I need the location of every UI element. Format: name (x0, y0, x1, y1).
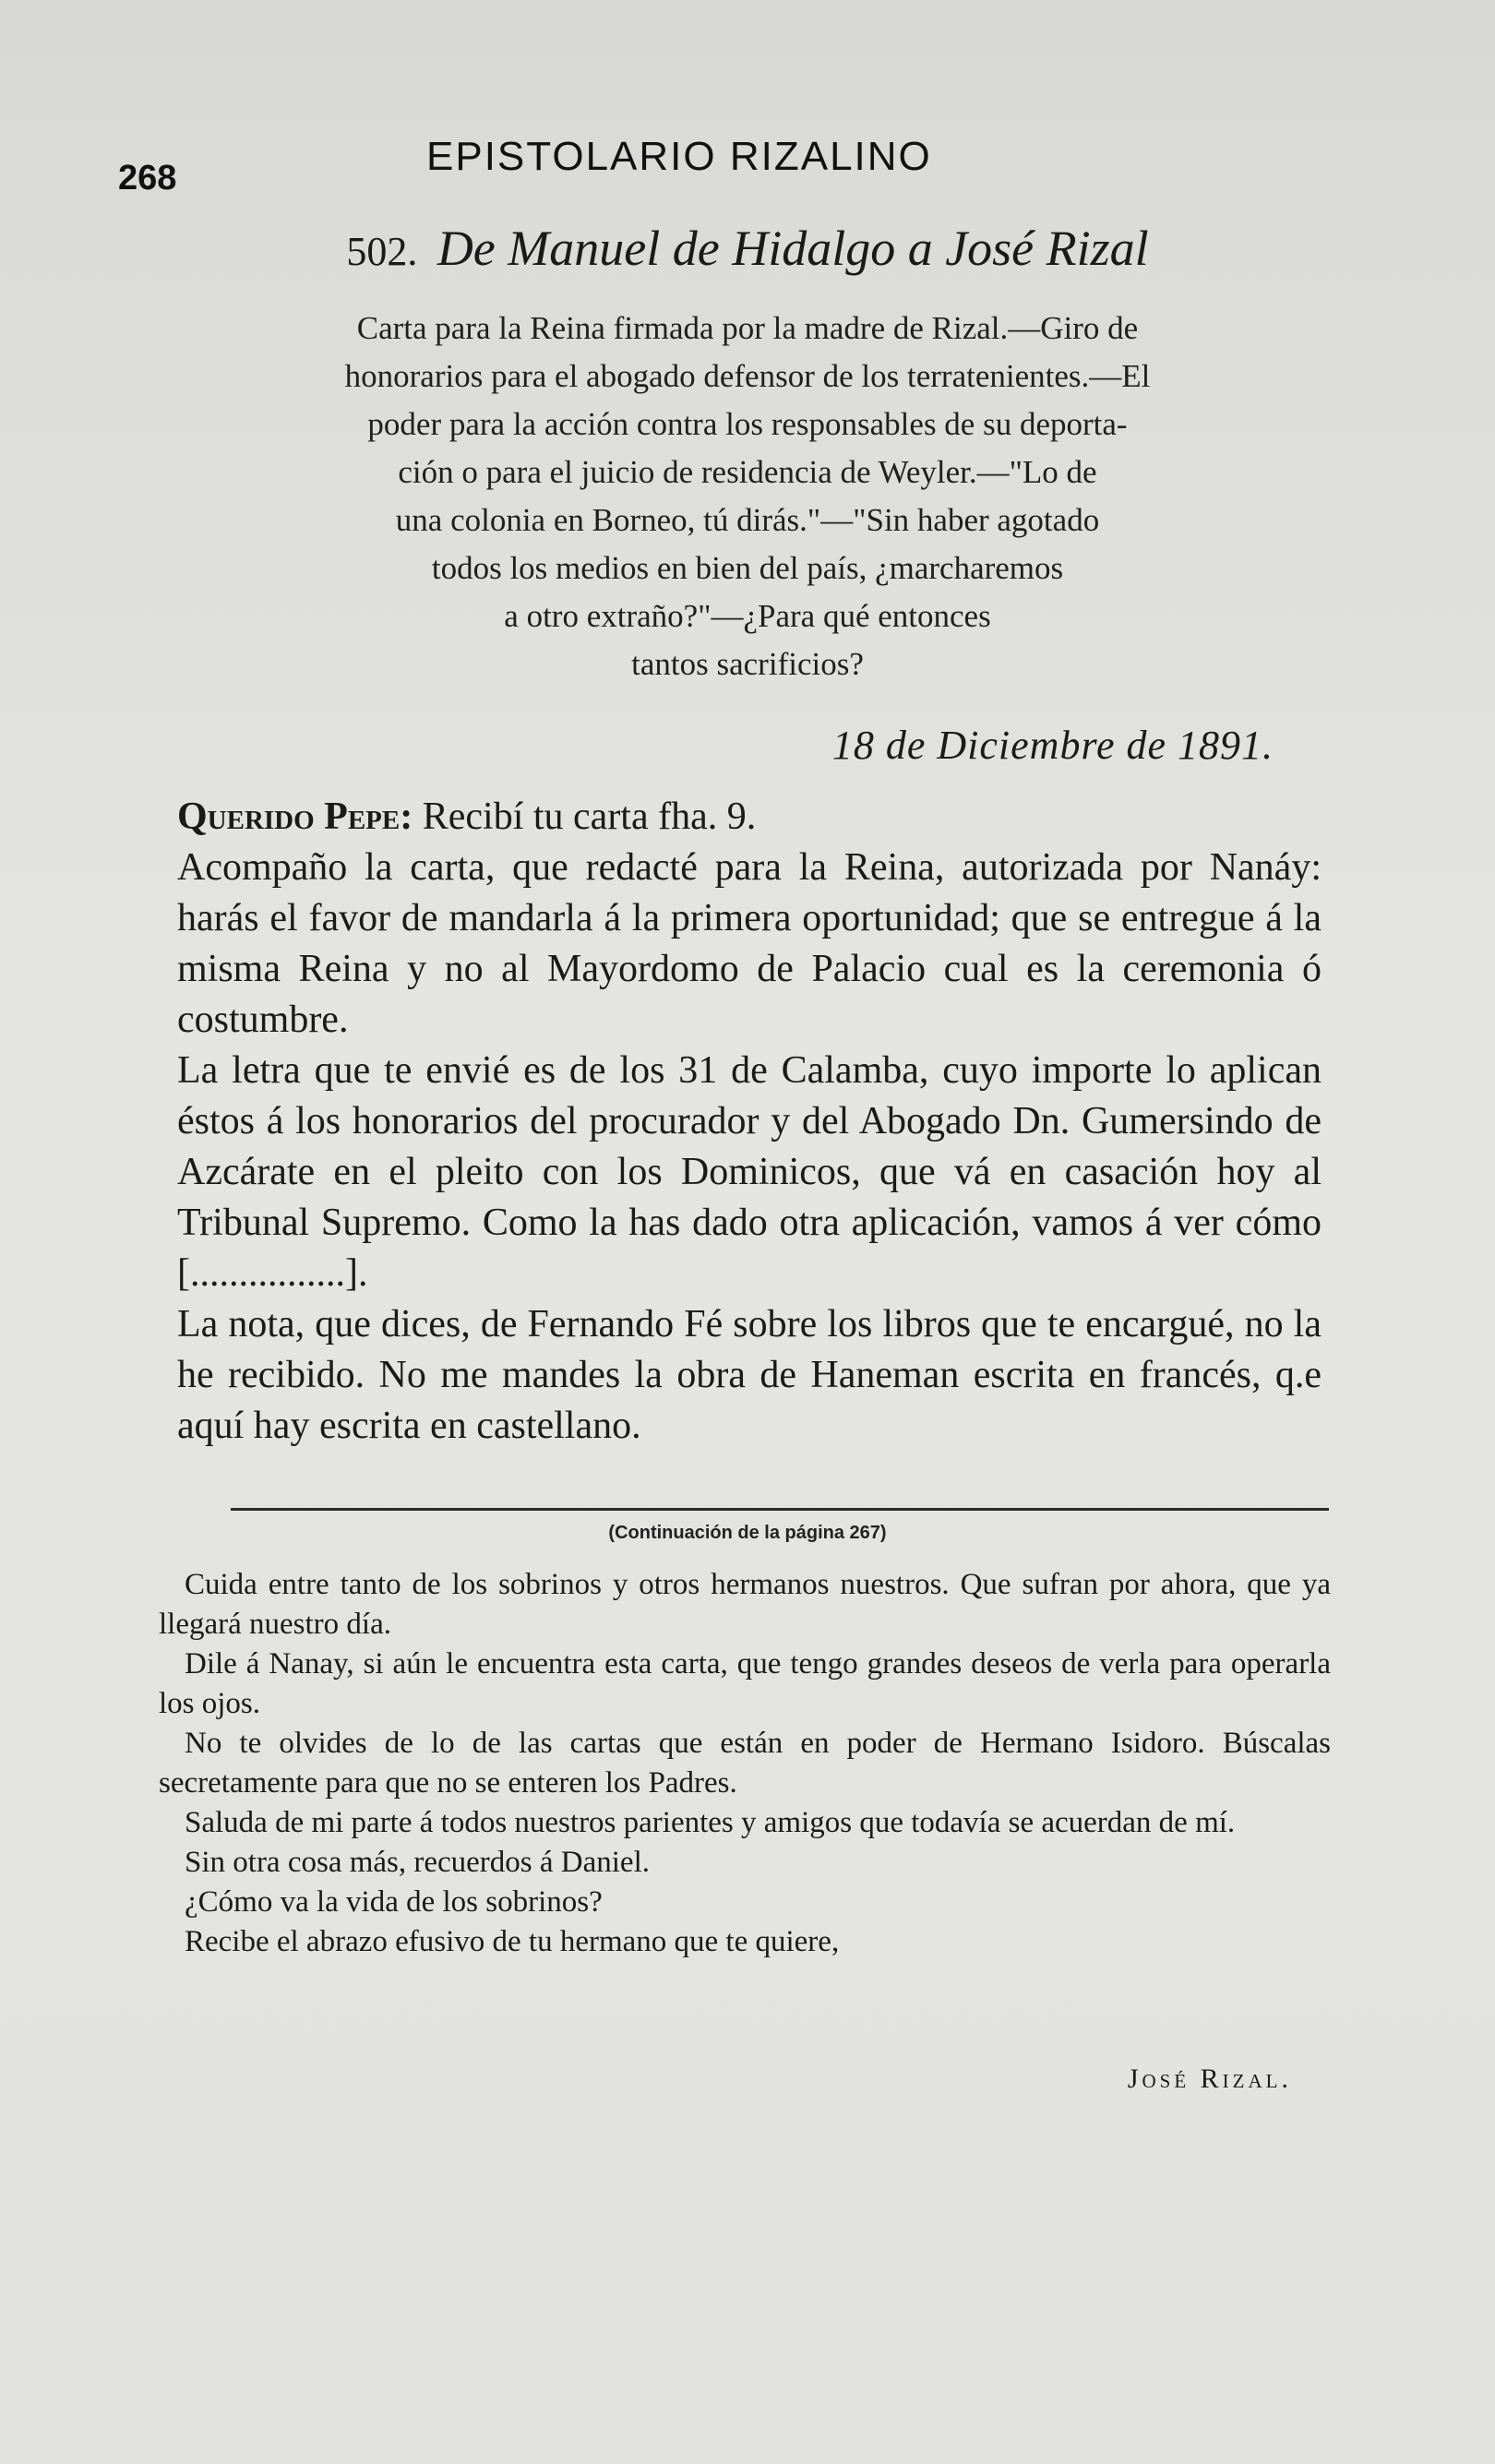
letter-number: 502. (346, 229, 418, 274)
footnote-paragraph: No te olvides de lo de las cartas que están en poder de Hermano Isidoro. Búscalas secretamente para que no se enteren los Padres. (159, 1727, 1331, 1800)
summary-line: poder para la acción contra los responsables de su deporta- (367, 406, 1128, 442)
footnote-paragraph: Cuida entre tanto de los sobrinos y otros hermanos nuestros. Que sufran por ahora, que ya llegará nuestro día. (159, 1568, 1331, 1641)
letter-greeting: Querido Pepe: (177, 795, 413, 838)
footnote-paragraph: Dile á Nanay, si aún le encuentra esta carta, que tengo grandes deseos de verla para operarla los ojos. (159, 1647, 1331, 1720)
summary-line: a otro extraño?"—¿Para qué entonces (504, 598, 991, 634)
footnote-paragraph: Saluda de mi parte á todos nuestros parientes y amigos que todavía se acuerdan de mí. (185, 1806, 1236, 1839)
letter-paragraph: La nota, que dices, de Fernando Fé sobre los libros que te encargué, no la he recibido. No me mandes la obra de Haneman escrita en francés, q.e aquí hay escrita en castellano. (177, 1303, 1322, 1447)
summary-line: todos los medios en bien del país, ¿marcharemos (431, 550, 1064, 586)
footnote-paragraph: Sin otra cosa más, recuerdos á Daniel. (185, 1846, 650, 1879)
summary-line: honorarios para el abogado defensor de los terratenientes.—El (344, 358, 1151, 394)
letter-paragraph (177, 792, 1322, 843)
letter-date: 18 de Diciembre de 1891. (831, 723, 1274, 768)
letter-paragraph-text: Recibí tu carta fha. 9. (422, 795, 757, 838)
continuation-label: (Continuación de la página 267) (608, 1523, 887, 1543)
footnote-block (159, 1565, 1331, 1962)
summary-line: Carta para la Reina firmada por la madre de Rizal.—Giro de (356, 310, 1139, 346)
running-head: EPISTOLARIO RIZALINO (426, 134, 932, 179)
letter-title (0, 220, 1495, 277)
summary-line: ción o para el juicio de residencia de Weyler.—"Lo de (398, 454, 1097, 490)
footnote-paragraph: Recibe el abrazo efusivo de tu hermano que te quiere, (185, 1925, 840, 1958)
letter-paragraph: Acompaño la carta, que redacté para la Reina, autorizada por Nanáy: harás el favor de mandarla á la primera oportunidad; que se entregue á la misma Reina y no al Mayordomo de Palacio cual es la ceremonia ó costumbre. (177, 846, 1322, 1041)
letter-title-text: De Manuel de Hidalgo a José Rizal (437, 221, 1149, 276)
letter-body (177, 792, 1322, 1452)
page-number: 268 (118, 159, 177, 197)
signature: José Rizal. (1127, 2063, 1292, 2094)
summary-line: una colonia en Borneo, tú dirás."—"Sin haber agotado (395, 502, 1100, 538)
letter-paragraph: La letra que te envié es de los 31 de Calamba, cuyo importe lo aplican éstos á los honorarios del procurador y del Abogado Dn. Gumersindo de Azcárate en el pleito con los Dominicos, que vá en casación hoy al Tribunal Supremo. Como la has dado otra aplicación, vamos á ver cómo [................]. (177, 1049, 1322, 1295)
letter-summary (0, 305, 1495, 688)
footnote-divider (231, 1508, 1329, 1511)
footnote-paragraph: ¿Cómo va la vida de los sobrinos? (185, 1885, 603, 1919)
summary-line: tantos sacrificios? (631, 646, 864, 682)
